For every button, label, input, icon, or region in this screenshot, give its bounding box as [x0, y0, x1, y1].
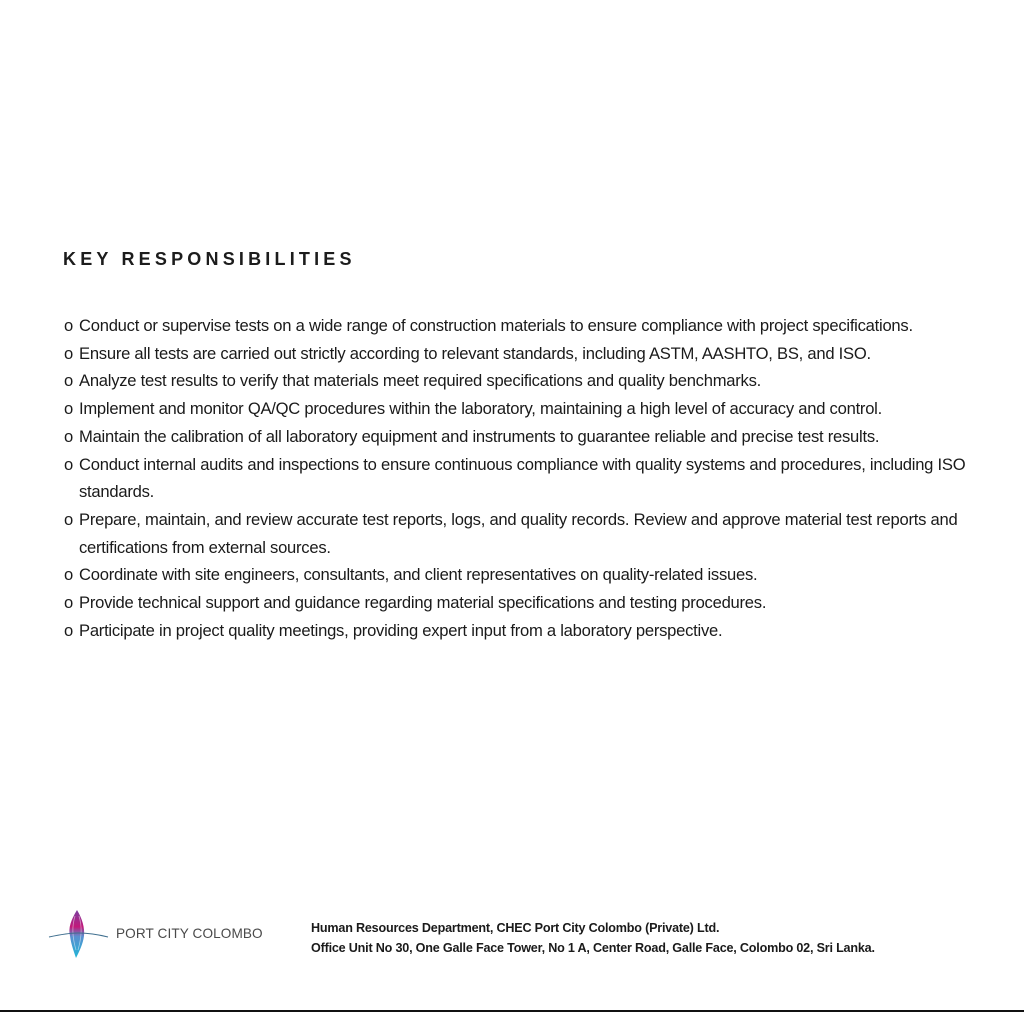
bullet-icon: o	[64, 454, 73, 474]
list-item	[64, 451, 984, 506]
bullet-icon: o	[64, 316, 73, 335]
list-item	[64, 340, 984, 368]
logo-text: PORT CITY COLOMBO	[116, 926, 263, 941]
port-city-colombo-logo-icon	[48, 906, 110, 960]
list-item	[64, 423, 984, 451]
list-item	[64, 617, 984, 645]
list-item	[64, 395, 984, 423]
list-item-text: Ensure all tests are carried out strictly according to relevant standards, including ASTM, AASHTO, BS, and ISO.	[79, 343, 871, 363]
list-item-text: Participate in project quality meetings, providing expert input from a laboratory perspective.	[79, 620, 723, 640]
list-item	[64, 589, 984, 617]
bullet-icon: o	[64, 426, 73, 446]
list-item-text: Maintain the calibration of all laboratory equipment and instruments to guarantee reliable and precise test results.	[79, 426, 880, 446]
list-item-text: Prepare, maintain, and review accurate test reports, logs, and quality records. Review and approve material test reports and certifications from external sources.	[79, 509, 958, 557]
list-item-text: Coordinate with site engineers, consultants, and client representatives on quality-related issues.	[79, 565, 758, 585]
list-item-text: Analyze test results to verify that materials meet required specifications and quality benchmarks.	[79, 371, 761, 391]
address-line-1: Human Resources Department, CHEC Port City Colombo (Private) Ltd.	[311, 921, 720, 935]
list-item	[64, 312, 984, 340]
bullet-icon: o	[64, 343, 73, 363]
list-item	[64, 367, 984, 395]
list-item-text: Conduct or supervise tests on a wide range of construction materials to ensure compliance with project specifications.	[79, 316, 913, 335]
address-line-2: Office Unit No 30, One Galle Face Tower, No 1 A, Center Road, Galle Face, Colombo 02, Sri Lanka.	[311, 941, 875, 955]
responsibilities-list	[64, 312, 984, 644]
section-heading: KEY RESPONSIBILITIES	[63, 249, 356, 269]
list-item	[64, 506, 984, 561]
footer-address	[311, 918, 875, 958]
bullet-icon: o	[64, 593, 73, 613]
bullet-icon: o	[64, 509, 73, 529]
bullet-icon: o	[64, 399, 73, 419]
list-item-text: Conduct internal audits and inspections to ensure continuous compliance with quality systems and procedures, including ISO standards.	[79, 454, 966, 502]
bullet-icon: o	[64, 620, 73, 640]
list-item-text: Implement and monitor QA/QC procedures within the laboratory, maintaining a high level of accuracy and control.	[79, 399, 882, 419]
bullet-icon: o	[64, 371, 73, 391]
bullet-icon: o	[64, 565, 73, 585]
list-item-text: Provide technical support and guidance regarding material specifications and testing procedures.	[79, 593, 767, 613]
list-item	[64, 561, 984, 589]
